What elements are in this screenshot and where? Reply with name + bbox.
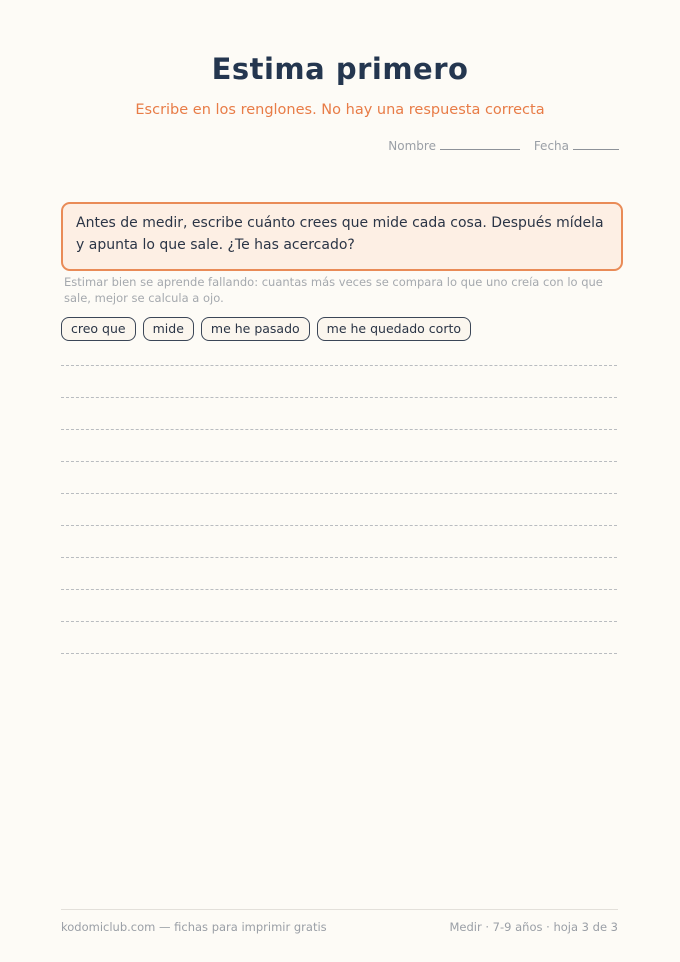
page-title: Estima primero <box>211 52 469 86</box>
writing-line[interactable] <box>61 365 617 366</box>
writing-line[interactable] <box>61 525 617 526</box>
footer-divider <box>61 909 618 910</box>
date-write-line[interactable] <box>573 139 619 150</box>
word-chips <box>61 317 471 341</box>
writing-line[interactable] <box>61 493 617 494</box>
writing-line[interactable] <box>61 653 617 654</box>
footer-site: kodomiclub.com — fichas para imprimir gratis <box>61 920 327 934</box>
name-date-fields <box>388 139 619 153</box>
word-chip: me he pasado <box>201 317 310 341</box>
date-label: Fecha <box>533 139 569 153</box>
writing-line[interactable] <box>61 557 617 558</box>
writing-line[interactable] <box>61 589 617 590</box>
footer-sheet-info: Medir · 7-9 años · hoja 3 de 3 <box>449 920 618 934</box>
word-chip: me he quedado corto <box>317 317 471 341</box>
instruction-box: Antes de medir, escribe cuánto crees que mide cada cosa. Después mídela y apunta lo que sale. ¿Te has acercado? <box>61 202 623 271</box>
writing-line[interactable] <box>61 461 617 462</box>
writing-line[interactable] <box>61 429 617 430</box>
writing-lines <box>61 365 617 685</box>
name-write-line[interactable] <box>440 139 520 150</box>
page-subtitle: Escribe en los renglones. No hay una respuesta correcta <box>135 102 545 118</box>
word-chip: mide <box>143 317 194 341</box>
writing-line[interactable] <box>61 621 617 622</box>
word-chip: creo que <box>61 317 136 341</box>
name-label: Nombre <box>388 139 436 153</box>
writing-line[interactable] <box>61 397 617 398</box>
hint-note: Estimar bien se aprende fallando: cuantas más veces se compara lo que uno creía con lo que sale, mejor se calcula a ojo. <box>64 275 603 305</box>
